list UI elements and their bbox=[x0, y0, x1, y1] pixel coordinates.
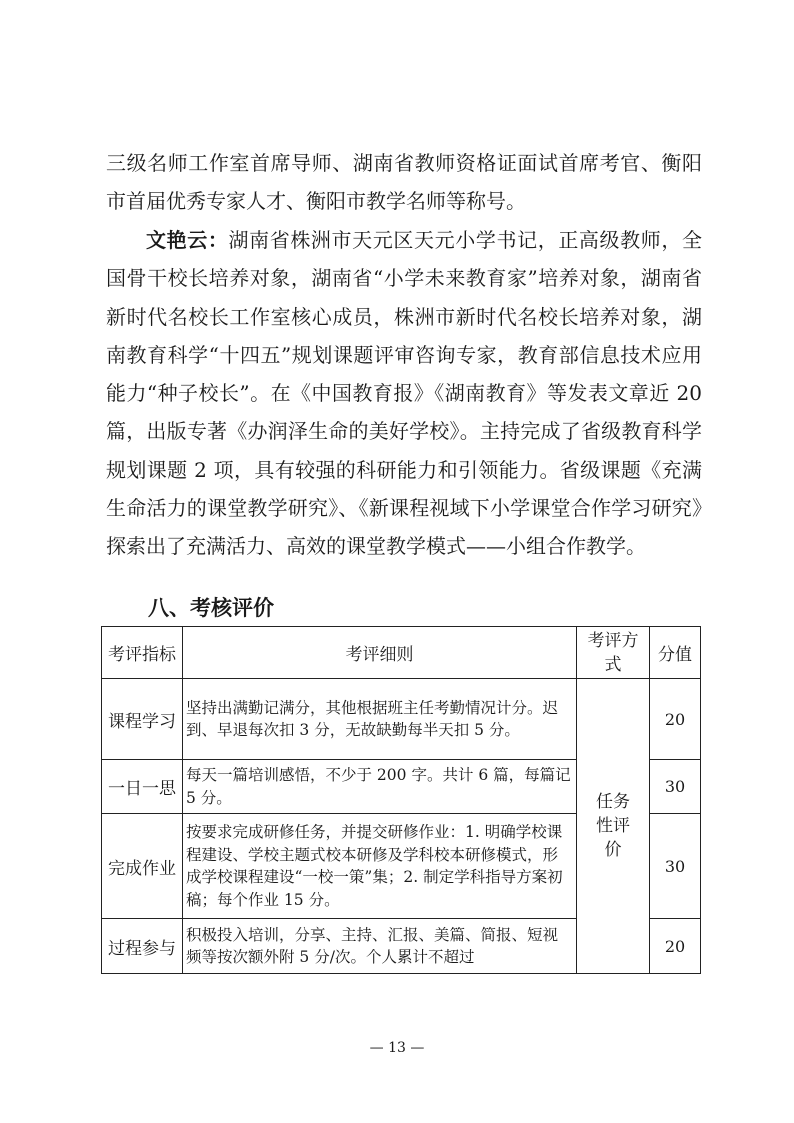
header-indicator: 考评指标 bbox=[102, 627, 183, 679]
row-detail: 按要求完成研修任务，并提交研修作业：1. 明确学校课程建设、学校主题式校本研修及学科校本研修模式，形成学校课程建设“一校一策”集；2. 制定学科指导方案初稿；每个作业 15 分。 bbox=[183, 814, 577, 919]
row-score: 20 bbox=[650, 679, 701, 760]
row-score: 30 bbox=[650, 760, 701, 814]
row-indicator: 过程参与 bbox=[102, 919, 183, 974]
row-detail: 坚持出满勤记满分，其他根据班主任考勤情况计分。迟到、早退每次扣 3 分，无故缺勤每半天扣 5 分。 bbox=[183, 679, 577, 760]
row-detail: 每天一篇培训感悟，不少于 200 字。共计 6 篇，每篇记 5 分。 bbox=[183, 760, 577, 814]
page-number: — 13 — bbox=[369, 1040, 425, 1056]
row-score: 20 bbox=[650, 919, 701, 974]
bio-paragraph-continued: 三级名师工作室首席导师、湖南省教师资格证面试首席考官、衡阳市首届优秀专家人才、衡阳市教学名师等称号。 bbox=[106, 151, 702, 214]
row-indicator: 课程学习 bbox=[102, 679, 183, 760]
assessment-table bbox=[101, 626, 701, 974]
row-indicator: 一日一思 bbox=[102, 760, 183, 814]
person-name: 文艳云： bbox=[146, 228, 229, 252]
section-heading-assessment: 八、考核评价 bbox=[148, 595, 274, 620]
row-score: 30 bbox=[650, 814, 701, 919]
assessment-method: 任务性评价 bbox=[577, 679, 650, 974]
bio-paragraph-wen-yanyun bbox=[106, 221, 702, 566]
row-indicator: 完成作业 bbox=[102, 814, 183, 919]
bio-text: 湖南省株洲市天元区天元小学书记，正高级教师，全国骨干校长培养对象，湖南省“小学未来教育家”培养对象，湖南省新时代名校长工作室核心成员，株洲市新时代名校长培养对象，湖南教育科学“十四五”规划课题评审咨询专家，教育部信息技术应用能力“种子校长”。在《中国教育报》《湖南教育》等发表文章近 20 篇，出版专著《办润泽生命的美好学校》。主持完成了省级教育科学规划课题 2 项，具有较强的科研能力和引领能力。省级课题《充满生命活力的课堂教学研究》、《新课程视域下小学课堂合作学习研究》探索出了充满活力、高效的课堂教学模式——小组合作教学。 bbox=[106, 228, 703, 559]
header-detail: 考评细则 bbox=[183, 627, 577, 679]
header-score: 分值 bbox=[650, 627, 701, 679]
table-row bbox=[102, 679, 701, 760]
header-method: 考评方式 bbox=[577, 627, 650, 679]
table-header-row bbox=[102, 627, 701, 679]
row-detail: 积极投入培训，分享、主持、汇报、美篇、简报、短视频等按次额外附 5 分/次。个人累计不超过 bbox=[183, 919, 577, 974]
